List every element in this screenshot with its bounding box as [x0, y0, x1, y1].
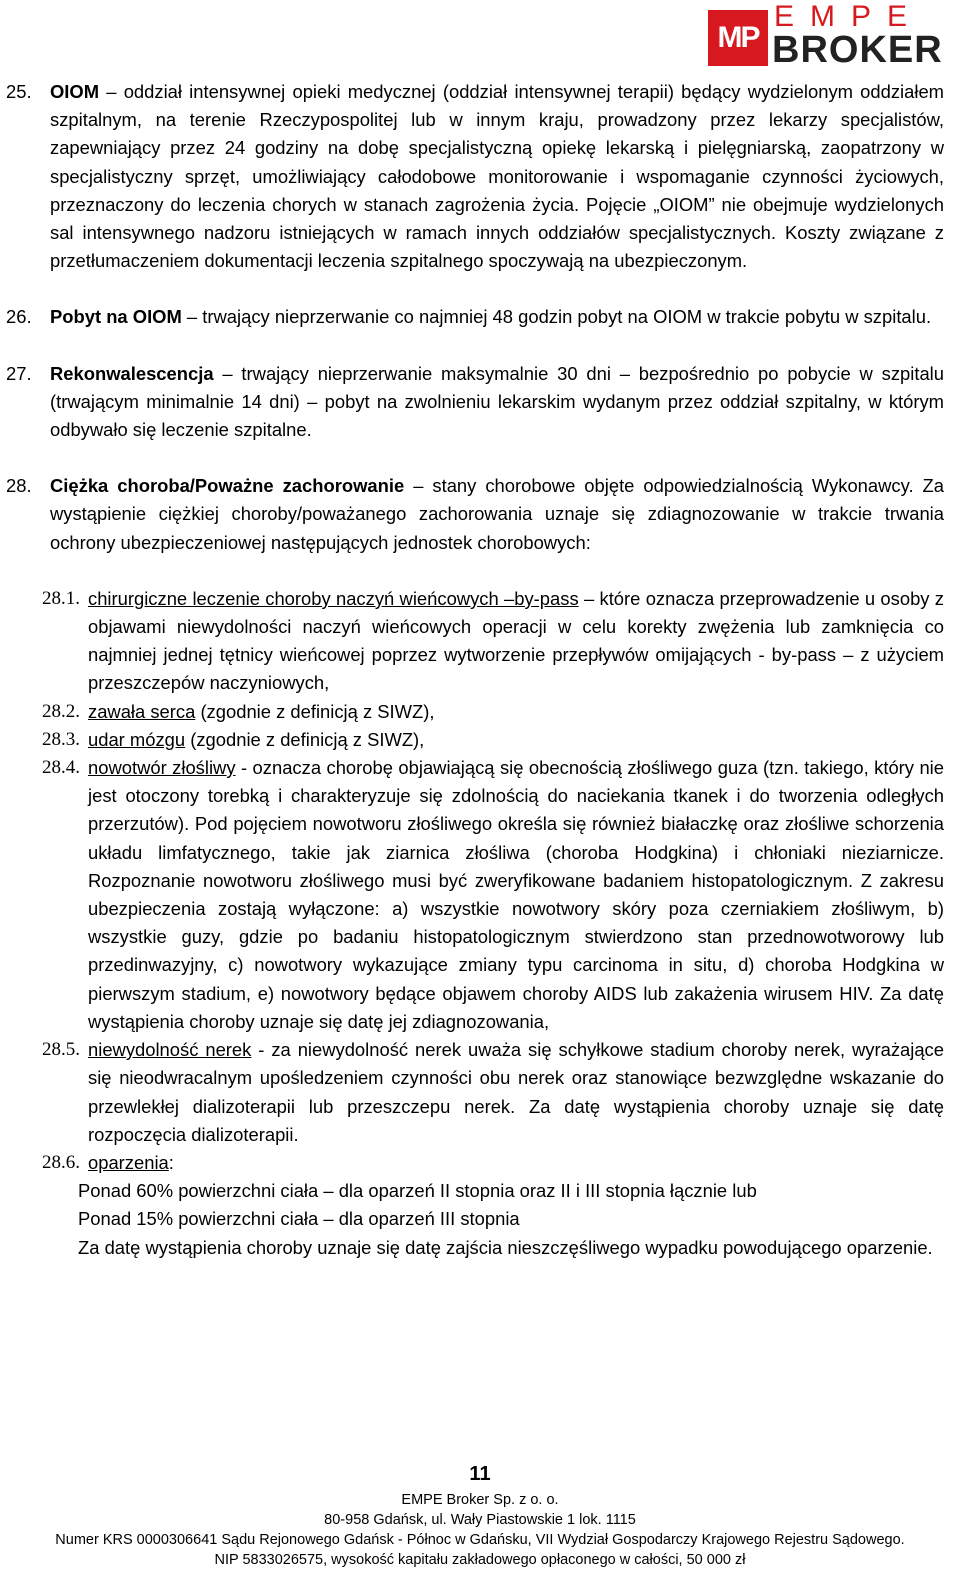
- subitem-text: (zgodnie z definicją z SIWZ),: [185, 728, 425, 750]
- definition-term: Ciężka choroba/Poważne zachorowanie: [50, 475, 405, 497]
- subitem-number: 28.1.: [42, 587, 80, 609]
- subitem-text: :: [168, 1151, 174, 1173]
- company-logo: [708, 0, 954, 71]
- subitem-number: 28.3.: [42, 728, 80, 750]
- definition-number: 27.: [6, 362, 32, 384]
- subitem-text: - oznacza chorobę objawiającą się obecnością złośliwego guza (tzn. takiego, który nie jest otoczony torebką i charakteryzuje się zdolnością do naciekania tkanek i do tworzenia odległych przerzutów). Pod pojęciem nowotworu złośliwego określa się również białaczkę oraz złośliwe schorzenia układu limfatycznego, takie jak ziarnica złośliwa (choroba Hodgkina) i chłoniaki nieziarnicze. Rozpoznanie nowotworu złośliwego musi być zweryfikowane badaniem histopatologicznym. Z zakresu ubezpieczenia zostają wyłączone: a) wszystkie nowotwory skóry poza czerniakiem złośliwym, b) wszystkie guzy, gdzie po badaniu histopatologicznym stwierdzono stan przednowotworowy lub przedinwazyjny, c) nowotwory wykazujące zmiany typu carcinoma in situ, d) choroba Hodgkina w pierwszym stadium, e) nowotwory będące objawem choroby AIDS lub zakażenia wirusem HIV. Za datę wystąpienia choroby uznaje się datę jej zdiagnozowania,: [88, 757, 944, 1032]
- subitem-term: niewydolność nerek: [88, 1039, 252, 1061]
- subitem-term: zawała serca: [88, 700, 196, 722]
- footer-nip: NIP 5833026575, wysokość kapitału zakładowego opłaconego w całości, 50 000 zł: [214, 1552, 746, 1568]
- subitem-28-1: [6, 585, 944, 698]
- subitem-number: 28.4.: [42, 757, 80, 779]
- burn-line-2: Ponad 15% powierzchni ciała – dla oparzeń III stopnia: [78, 1208, 520, 1230]
- definition-text: – oddział intensywnej opieki medycznej (oddział intensywnej terapii) będący wydzielonym oddziałem szpitalnym, na terenie Rzeczypospolitej lub w innym kraju, prowadzony przez lekarzy specjalistów, zapewniający przez 24 godziny na dobę specjalistyczną opiekę lekarską i pielęgniarską, zaopatrzony w specjalistyczny sprzęt, umożliwiający całodobowe monitorowanie i wspomaganie czynności życiowych, przeznaczony do leczenia chorych w stanach zagrożenia życia. Pojęcie „OIOM” nie obejmuje wydzielonych sal intensywnego nadzoru istniejących w ramach innych oddziałów specjalistycznych. Koszty związane z przetłumaczeniem dokumentacji leczenia szpitalnego spoczywają na ubezpieczonym.: [50, 81, 944, 272]
- subitem-28-5: [6, 1036, 944, 1149]
- definition-number: 28.: [6, 475, 32, 497]
- definition-number: 26.: [6, 306, 32, 328]
- definition-26: [6, 303, 944, 331]
- footer-krs: Numer KRS 0000306641 Sądu Rejonowego Gdańsk - Północ w Gdańsku, VII Wydział Gospodarczy Krajowego Rejestru Sądowego.: [55, 1532, 905, 1548]
- subitem-text: – które oznacza przeprowadzenie u osoby z objawami niewydolności naczyń wieńcowych operacji w celu korekty zwężenia lub zamknięcia co najmniej jednej tętnicy wieńcowej poprzez wytworzenie przepływów omijających - by-pass – z użyciem przeszczepów naczyniowych,: [88, 587, 945, 694]
- subitem-28-2: [6, 698, 944, 726]
- subitem-28-4: [6, 754, 944, 1036]
- burn-line-1: Ponad 60% powierzchni ciała – dla oparzeń II stopnia oraz II i III stopnia łącznie lub: [78, 1180, 757, 1202]
- definition-term: OIOM: [50, 81, 100, 102]
- burn-line-3: Za datę wystąpienia choroby uznaje się datę zajścia nieszczęśliwego wypadku powodującego oparzenie.: [78, 1236, 933, 1258]
- logo-broker-text: BROKER: [772, 29, 943, 71]
- subitem-term: oparzenia: [88, 1151, 169, 1173]
- definition-25: [6, 78, 944, 275]
- document-body: [6, 78, 944, 1262]
- definition-term: Pobyt na OIOM: [50, 306, 182, 328]
- subitem-28-3: [6, 726, 944, 754]
- logo-mark: MP: [708, 10, 768, 66]
- footer-address: 80-958 Gdańsk, ul. Wały Piastowskie 1 lok. 1115: [324, 1512, 636, 1528]
- subitem-term: chirurgiczne leczenie choroby naczyń wieńcowych –by-pass: [88, 587, 579, 609]
- definition-text: – trwający nieprzerwanie co najmniej 48 godzin pobyt na OIOM w trakcie pobytu w szpitalu.: [181, 306, 932, 328]
- subitem-term: nowotwór złośliwy: [88, 757, 236, 779]
- logo-empe-text: EMPE: [774, 0, 924, 33]
- definition-text: – stany chorobowe objęte odpowiedzialnością Wykonawcy. Za wystąpienie ciężkiej choroby/poważanego zachorowania uznaje się zdiagnozowanie w trakcie trwania ochrony ubezpieczeniowej następujących jednostek chorobowych:: [50, 475, 944, 553]
- subitem-number: 28.5.: [42, 1039, 80, 1061]
- page-number: 11: [469, 1463, 491, 1485]
- subitem-term: udar mózgu: [88, 728, 186, 750]
- page-footer: [0, 1458, 960, 1570]
- subitem-number: 28.2.: [42, 700, 80, 722]
- subitem-text: - za niewydolność nerek uważa się schyłkowe stadium choroby nerek, wyrażające się nieodwracalnym upośledzeniem czynności obu nerek oraz stanowiące bezwzględne wskazanie do przewlekłej dializoterapii lub przeszczepu nerek. Za datę wystąpienia choroby uznaje się datę rozpoczęcia dializoterapii.: [88, 1039, 944, 1145]
- subitem-text: (zgodnie z definicją z SIWZ),: [195, 700, 435, 722]
- footer-company: EMPE Broker Sp. z o. o.: [401, 1492, 559, 1508]
- definition-text: – trwający nieprzerwanie maksymalnie 30 dni – bezpośrednio po pobycie w szpitalu (trwającym minimalnie 14 dni) – pobyt na zwolnieniu lekarskim wydanym przez oddział szpitalny, w którym odbywało się leczenie szpitalne.: [50, 362, 944, 441]
- subitem-28-6: [6, 1149, 944, 1177]
- subitem-number: 28.6.: [42, 1151, 80, 1173]
- definition-number: 25.: [6, 81, 32, 102]
- definition-27: [6, 360, 944, 445]
- definition-28: [6, 472, 944, 557]
- definition-term: Rekonwalescencja: [50, 362, 214, 384]
